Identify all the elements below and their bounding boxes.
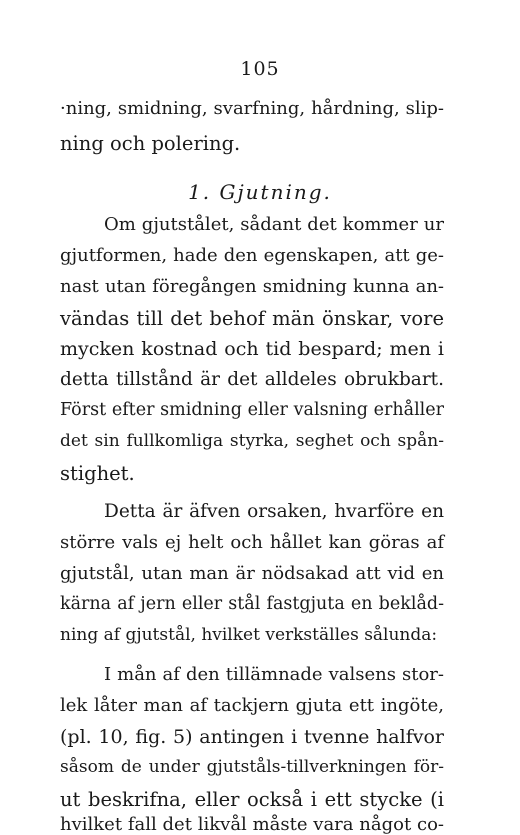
- text-line: ·ning, smidning, svarfning, hårdning, slip-: [60, 98, 444, 119]
- text-line: ut beskrifna, eller också i ett stycke (i: [60, 788, 444, 811]
- text-line: större vals ej helt och hållet kan göras af: [60, 532, 444, 553]
- text-line: mycken kostnad och tid bespard; men i: [60, 338, 444, 360]
- text-line: detta tillstånd är det alldeles obrukbart.: [60, 369, 444, 390]
- text-line: Detta är äfven orsaken, hvarföre en: [104, 501, 444, 522]
- text-line: Först efter smidning eller valsning erhåller: [60, 400, 444, 420]
- text-line: nast utan föregången smidning kunna an-: [60, 276, 444, 297]
- text-line: kärna af jern eller stål fastgjuta en beklåd-: [60, 594, 444, 614]
- text-line: gjutstål, utan man är nödsakad att vid en: [60, 563, 444, 584]
- text-line: gjutformen, hade den egenskapen, att ge-: [60, 245, 444, 266]
- text-line: hvilket fall det likvål måste vara något co-: [60, 814, 444, 835]
- text-line: ning af gjutstål, hvilket verkställes sålunda:: [60, 625, 438, 645]
- text-line: Om gjutstålet, sådant det kommer ur: [104, 214, 444, 235]
- text-line: ning och polering.: [60, 132, 241, 155]
- text-line: I mån af den tillämnade valsens stor-: [104, 664, 444, 685]
- section-heading: 1. Gjutning.: [188, 180, 332, 204]
- page-number: 105: [240, 58, 280, 80]
- text-line: stighet.: [60, 462, 135, 485]
- text-line: såsom de under gjutståls-tillverkningen för-: [60, 757, 444, 777]
- text-line: vändas till det behof män önskar, vore: [60, 307, 444, 330]
- text-line: lek låter man af tackjern gjuta ett ingöte,: [60, 695, 444, 716]
- text-line: det sin fullkomliga styrka, seghet och spån-: [60, 431, 444, 451]
- text-line: (pl. 10, fig. 5) antingen i tvenne halfvor: [60, 726, 444, 748]
